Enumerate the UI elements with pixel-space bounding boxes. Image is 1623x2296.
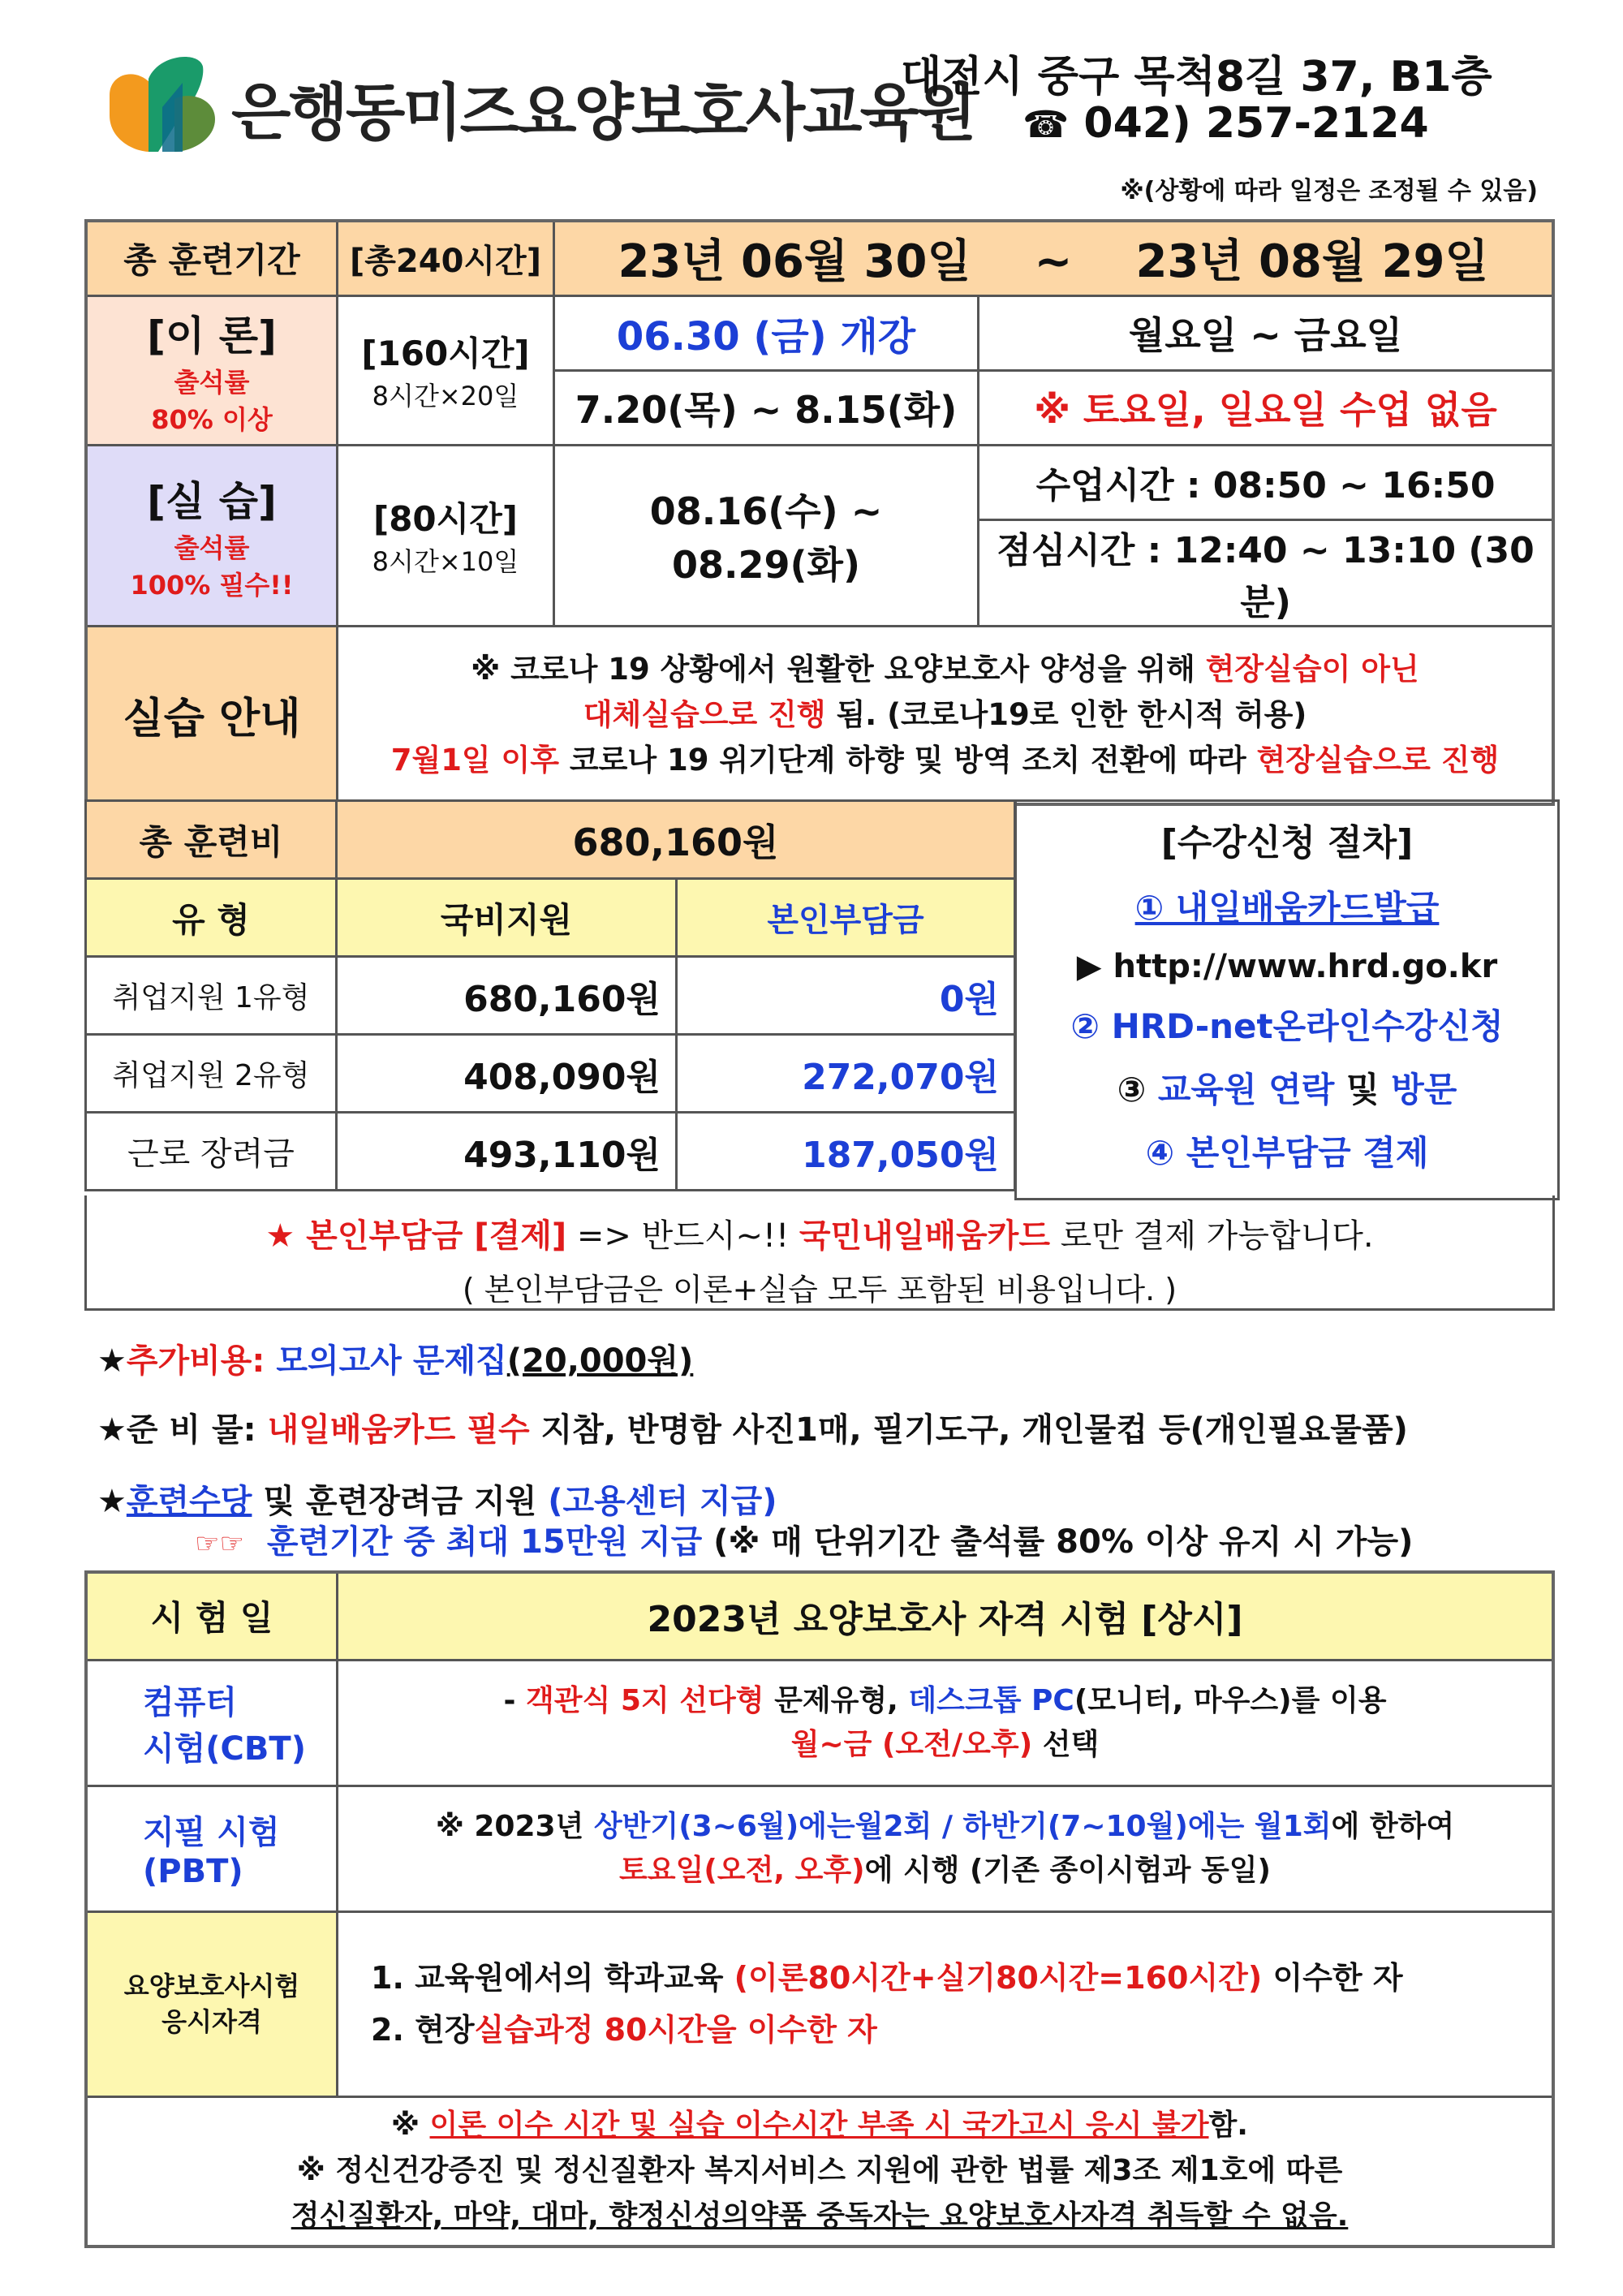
pointing-hand-icon: ☞☞ xyxy=(195,1527,244,1560)
star-icon: ★ xyxy=(97,1342,127,1380)
step3-num: ③ xyxy=(1117,1070,1158,1109)
org-name: 은행동미즈요양보호사교육원 xyxy=(231,76,975,149)
fee-note xyxy=(84,1195,1555,1311)
cbt-label xyxy=(86,1660,338,1786)
foot3: 정신질환자, 마약, 대마, 향정신성의약품 중독자는 요양보호사자격 취득할 수 없음. xyxy=(291,2199,1349,2234)
foot2: ※ 정신건강증진 및 정신질환자 복지서비스 지원에 관한 법률 제3조 제1호에 따른 xyxy=(296,2154,1343,2188)
theory-attend-rate: 80% 이상 xyxy=(151,404,273,435)
lunch-time: 점심시간 : 12:40 ~ 13:10 (30분) xyxy=(979,519,1554,626)
extra-cost-price: (20,000원) xyxy=(506,1342,694,1380)
guide-line3: 코로나 19 위기단계 하향 및 방역 조치 전환에 따라 xyxy=(559,742,1257,778)
theory-attend: 출석률 xyxy=(174,367,250,398)
cbt-desc xyxy=(338,1660,1554,1786)
logo-icon xyxy=(101,50,223,156)
practice-attend: 출석률 xyxy=(174,532,250,563)
fee-table xyxy=(84,799,1016,1191)
col-gov: 국비지원 xyxy=(337,879,677,957)
guide-line2-red: 대체실습으로 진행 xyxy=(583,696,826,732)
cbt-mid: 문제유형, xyxy=(764,1683,909,1717)
total-from: 23년 06월 30일 xyxy=(618,235,971,289)
total-period-label: 총 훈련기간 xyxy=(86,221,338,295)
total-to: 23년 08월 29일 xyxy=(1135,235,1489,289)
practice-attend-rate: 100% 필수!! xyxy=(130,569,294,601)
fee-row xyxy=(86,1035,1015,1113)
practice-hours-cell xyxy=(338,445,554,626)
qual-label1: 요양보호사시험 xyxy=(123,1971,300,2001)
note1-red: ★ 본인부담금 [결제] xyxy=(265,1217,567,1255)
note1-card: 국민내일배움카드 xyxy=(799,1217,1050,1255)
guide-line1: ※ 코로나 19 상황에서 원활한 요양보호사 양성을 위해 xyxy=(471,651,1206,687)
foot1-mark: ※ xyxy=(391,2109,430,2143)
exam-date-label: 시 험 일 xyxy=(86,1572,338,1660)
qual-2b: 실습과정 80시간을 이수한 자 xyxy=(474,2012,877,2048)
pbt-label xyxy=(86,1786,338,1911)
cbt-days: 월~금 (오전/오후) xyxy=(790,1727,1033,1761)
fee-row xyxy=(86,1113,1015,1191)
theory-label: [이 론] xyxy=(147,312,277,360)
theory-hours: [160시간] xyxy=(361,334,530,373)
col-type: 유 형 xyxy=(86,879,337,957)
qualification-desc xyxy=(338,1911,1554,2096)
fee-note-line2: ( 본인부담금은 이론+실습 모두 포함된 비용입니다. ) xyxy=(462,1272,1177,1307)
foot1-end: 함. xyxy=(1208,2109,1248,2143)
tilde: ~ xyxy=(1034,235,1073,289)
phone-line xyxy=(1022,99,1429,148)
foot1-warning: 이론 이수 시간 및 실습 이수시간 부족 시 국가고시 응시 불가 xyxy=(429,2109,1209,2143)
practice-hours: [80시간] xyxy=(373,498,518,539)
procedure-step1[interactable]: ① 내일배움카드발급 xyxy=(1134,888,1440,928)
pbt-same: 에 시행 (기존 종이시험과 동일) xyxy=(864,1853,1271,1887)
practice-guide-label: 실습 안내 xyxy=(86,626,338,804)
total-fee-label: 총 훈련비 xyxy=(86,801,337,879)
procedure-title: [수강신청 절차] xyxy=(1160,822,1414,864)
practice-guide-text xyxy=(338,626,1554,804)
preparation-line xyxy=(97,1404,1408,1450)
fee-type: 근로 장려금 xyxy=(86,1113,337,1191)
cbt-label2: 시험(CBT) xyxy=(143,1730,306,1768)
fee-gov: 493,110원 xyxy=(337,1113,677,1191)
allowance-max: 훈련기간 중 최대 15만원 지급 xyxy=(266,1523,703,1561)
theory-sub: 8시간×20일 xyxy=(372,381,519,411)
fee-section xyxy=(84,799,1555,1311)
fee-gov: 680,160원 xyxy=(337,957,677,1035)
step3-visit: 방문 xyxy=(1391,1070,1457,1109)
practice-sub: 8시간×10일 xyxy=(372,545,519,577)
qual-1a: 1. 교육원에서의 학과교육 xyxy=(371,1960,734,1996)
practice-period: 08.16(수) ~ 08.29(화) xyxy=(554,445,979,626)
enrollment-procedure xyxy=(1014,799,1560,1200)
theory-label-cell xyxy=(86,295,338,445)
telephone-icon: ☎ xyxy=(1022,102,1070,146)
cbt-end: (모니터, 마우스)를 이용 xyxy=(1074,1683,1387,1717)
class-time: 수업시간 : 08:50 ~ 16:50 xyxy=(979,445,1554,519)
procedure-url[interactable]: ▶ http://www.hrd.go.kr xyxy=(1076,948,1498,985)
star-icon: ★ xyxy=(97,1483,127,1520)
fee-gov: 408,090원 xyxy=(337,1035,677,1113)
pbt-year: ※ 2023년 xyxy=(435,1809,594,1843)
qual-label2: 응시자격 xyxy=(161,2006,262,2037)
allowance-mid: 및 훈련장려금 지원 xyxy=(252,1483,549,1520)
opening-date: 06.30 (금) 개강 xyxy=(554,295,979,370)
allowance-line xyxy=(97,1475,777,1522)
total-fee-value: 680,160원 xyxy=(337,801,1015,879)
cbt-type: 객관식 5지 선다형 xyxy=(525,1683,764,1717)
step3-contact: 교육원 연락 xyxy=(1157,1070,1335,1109)
allowance-condition: (※ 매 단위기간 출석률 80% 이상 유지 시 가능) xyxy=(702,1523,1414,1561)
cbt-choose: 선택 xyxy=(1032,1727,1100,1761)
col-self: 본인부담금 xyxy=(677,879,1015,957)
qual-1c: 이수한 자 xyxy=(1262,1960,1403,1996)
class-days: 월요일 ~ 금요일 xyxy=(979,295,1554,370)
allowance-center: (고용센터 지급) xyxy=(548,1483,777,1520)
pbt-label1: 지필 시험 xyxy=(143,1814,280,1851)
total-hours: [총240시간] xyxy=(338,221,554,295)
procedure-step4: ④ 본인부담금 결제 xyxy=(1145,1133,1429,1173)
pbt-schedule: 상반기(3~6월)에는월2회 / 하반기(7~10월)에는 월1회 xyxy=(593,1809,1332,1843)
guide-line1-red: 현장실습이 아닌 xyxy=(1205,651,1419,687)
cbt-label1: 컴퓨터 xyxy=(143,1683,237,1721)
practice-label: [실 습] xyxy=(147,477,277,525)
no-weekend: ※ 토요일, 일요일 수업 없음 xyxy=(979,370,1554,445)
qualification-label xyxy=(86,1911,338,2096)
step3-and: 및 xyxy=(1334,1070,1392,1109)
extra-cost-line xyxy=(97,1335,693,1381)
procedure-step2: ② HRD-net온라인수강신청 xyxy=(1070,1006,1504,1046)
guide-line3-red: 7월1일 이후 xyxy=(390,742,560,778)
fee-type: 취업지원 2유형 xyxy=(86,1035,337,1113)
qual-2a: 2. 현장 xyxy=(371,2012,475,2048)
note1-end: 로만 결제 가능합니다. xyxy=(1049,1217,1374,1255)
procedure-step3 xyxy=(1017,1063,1557,1112)
fee-self: 272,070원 xyxy=(677,1035,1015,1113)
fee-self: 187,050원 xyxy=(677,1113,1015,1191)
exam-date-value: 2023년 요양보호사 자격 시험 [상시] xyxy=(338,1572,1554,1660)
fee-type: 취업지원 1유형 xyxy=(86,957,337,1035)
guide-line2: 됨. (코로나19로 인한 한시적 허용) xyxy=(825,696,1307,732)
theory-period: 7.20(목) ~ 8.15(화) xyxy=(554,370,979,445)
pbt-saturday: 토요일(오전, 오후) xyxy=(619,1853,865,1887)
exam-table xyxy=(84,1570,1555,2248)
fee-note-line1 xyxy=(87,1210,1552,1256)
pbt-desc xyxy=(338,1786,1554,1911)
guide-line3-red2: 현장실습으로 진행 xyxy=(1256,742,1500,778)
fee-self: 0원 xyxy=(677,957,1015,1035)
exam-footnote xyxy=(86,2096,1553,2246)
schedule-table xyxy=(84,219,1555,806)
prep-card: 내일배움카드 필수 xyxy=(267,1411,530,1449)
prep-rest: 지참, 반명함 사진1매, 필기도구, 개인물컵 등(개인필요물품) xyxy=(529,1411,1408,1449)
cbt-pc: 데스크톱 PC xyxy=(908,1683,1074,1717)
qual-1b: (이론80시간+실기80시간=160시간) xyxy=(734,1960,1263,1996)
theory-hours-cell xyxy=(338,295,554,445)
phone-number: 042) 257-2124 xyxy=(1083,99,1429,148)
pbt-label2: (PBT) xyxy=(143,1853,243,1890)
note1-mid: => 반드시~!! xyxy=(566,1217,799,1255)
fee-row xyxy=(86,957,1015,1035)
allowance-detail-line xyxy=(195,1516,1413,1562)
extra-cost-label: 추가비용: xyxy=(126,1342,277,1380)
practice-label-cell xyxy=(86,445,338,626)
allowance-label: 훈련수당 xyxy=(126,1483,252,1520)
pbt-limit: 에 한하여 xyxy=(1331,1809,1455,1843)
schedule-note: ※(상황에 따라 일정은 조정될 수 있음) xyxy=(1120,177,1538,205)
prep-label: ★준 비 물: xyxy=(97,1411,268,1449)
address: 대전시 중구 목척8길 37, B1층 xyxy=(901,53,1492,101)
extra-cost-value: 모의고사 문제집 xyxy=(276,1342,507,1380)
total-period xyxy=(554,221,1554,295)
cbt-dash: - xyxy=(503,1683,526,1717)
